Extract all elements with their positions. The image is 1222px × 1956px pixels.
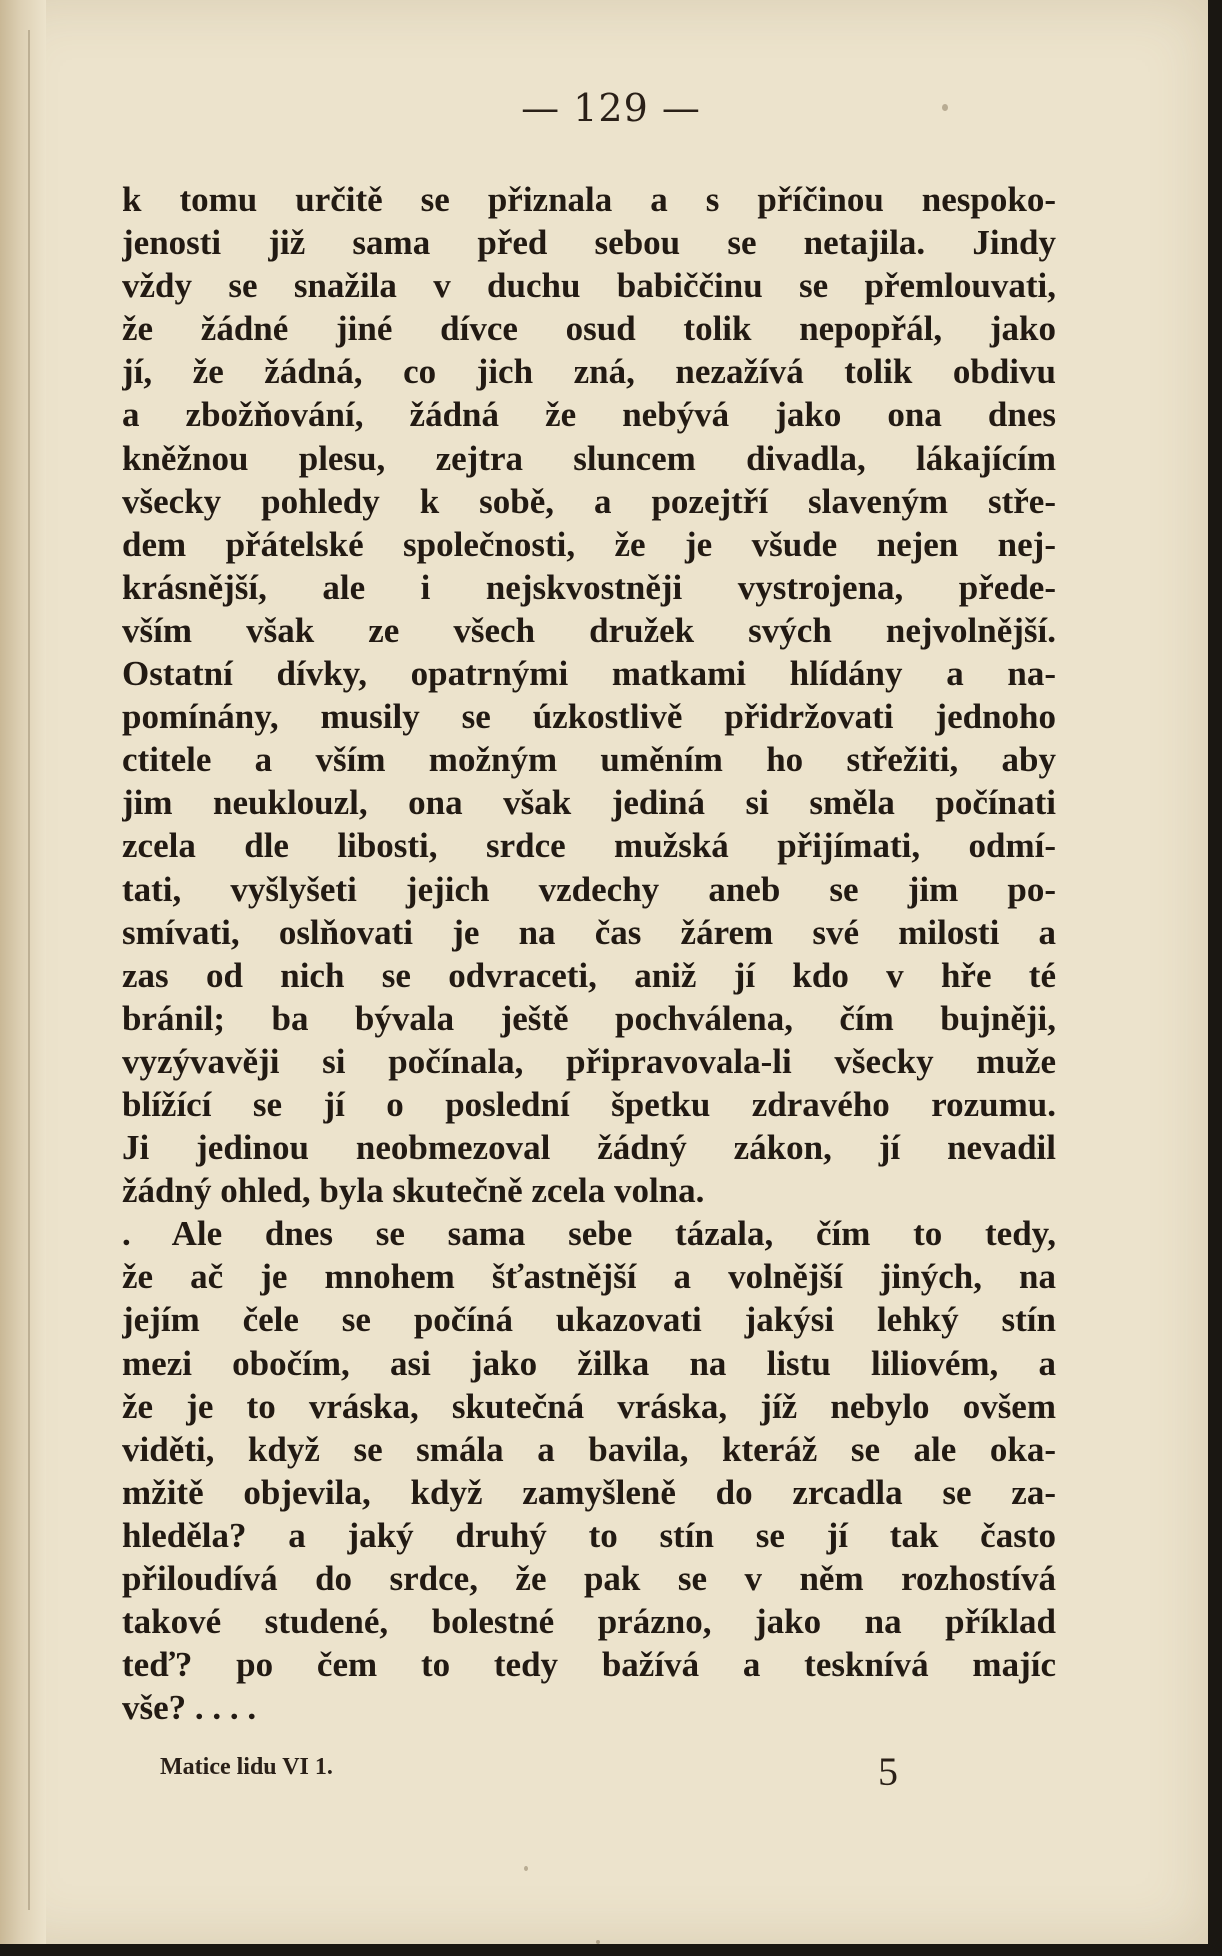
body-text [122, 178, 1056, 1729]
text-line: bránil; ba bývala ještě pochválena, čím bujněji, [122, 998, 1056, 1038]
page-number-header: — 129 — [521, 86, 701, 130]
text-line: Ji jedinou neobmezoval žádný zákon, jí nevadil [122, 1128, 1056, 1168]
text-line: vždy se snažila v duchu babiččinu se přemlouvati, [122, 266, 1056, 306]
text-line: vším však ze všech družek svých nejvolnější. [122, 610, 1056, 650]
text-line: Ostatní dívky, opatrnými matkami hlídány a na- [122, 654, 1056, 694]
text-line: hleděla? a jaký druhý to stín se jí tak často [122, 1515, 1056, 1555]
text-line: jim neuklouzl, ona však jediná si směla počínati [122, 783, 1056, 823]
text-line: mžitě objevila, když zamyšleně do zrcadla se za- [122, 1472, 1056, 1512]
text-line: takové studené, bolestné prázno, jako na příklad [122, 1602, 1056, 1642]
text-line: dem přátelské společnosti, že je všude nejen nej- [122, 524, 1056, 564]
text-line: krásnější, ale i nejskvostněji vystrojena, přede- [122, 567, 1056, 607]
text-line: blížící se jí o poslední špetku zdravého rozumu. [122, 1084, 1056, 1124]
gutter-fold [28, 30, 30, 1910]
text-line: přiloudívá do srdce, že pak se v něm rozhostívá [122, 1559, 1056, 1598]
text-line: a zbožňování, žádná že nebývá jako ona dnes [122, 395, 1056, 435]
text-line: zcela dle libosti, srdce mužská přijímati, odmí- [122, 826, 1056, 866]
sheet-number: 5 [878, 1749, 898, 1794]
text-line: jenosti již sama před sebou se netajila. Jindy [122, 223, 1056, 263]
text-line: viděti, když se smála a bavila, kteráž se ale oka- [122, 1429, 1056, 1469]
text-line: že ač je mnohem šťastnější a volnější jiných, na [122, 1257, 1056, 1297]
text-line: teď? po čem to tedy bažívá a tesknívá majíc [122, 1645, 1056, 1685]
paper-speck [942, 104, 948, 111]
text-line: pomínány, musily se úzkostlivě přidržovati jednoho [122, 697, 1056, 737]
text-line: kněžnou plesu, zejtra sluncem divadla, lákajícím [122, 438, 1056, 478]
text-line: smívati, oslňovati je na čas žárem své milosti a [122, 912, 1056, 952]
printer-signature: Matice lidu VI 1. [160, 1754, 333, 1780]
text-line: žádný ohled, byla skutečně zcela volna. [122, 1171, 705, 1211]
text-line: že je to vráska, skutečná vráska, jíž nebylo ovšem [122, 1386, 1056, 1426]
text-line: všecky pohledy k sobě, a pozejtří slaveným stře- [122, 481, 1056, 521]
text-line: k tomu určitě se přiznala a s příčinou nespoko- [122, 180, 1056, 219]
paper-speck [524, 1866, 528, 1871]
text-line: jí, že žádná, co jich zná, nezažívá tolik obdivu [122, 352, 1056, 392]
text-line: vyzývavěji si počínala, připravovala-li všecky muže [122, 1041, 1056, 1081]
text-line: zas od nich se odvraceti, aniž jí kdo v hře té [122, 955, 1056, 995]
gutter-shadow [0, 0, 46, 1944]
text-line: . Ale dnes se sama sebe tázala, čím to tedy, [122, 1214, 1056, 1254]
paper-speck [596, 1940, 600, 1944]
text-line: ctitele a vším možným uměním ho střežiti, aby [122, 740, 1056, 780]
text-line: jejím čele se počíná ukazovati jakýsi lehký stín [122, 1300, 1056, 1340]
text-line: tati, vyšlyšeti jejich vzdechy aneb se jim po- [122, 869, 1056, 909]
text-line: že žádné jiné dívce osud tolik nepopřál, jako [122, 309, 1056, 349]
text-line: vše? . . . . [122, 1688, 257, 1728]
text-line: mezi obočím, asi jako žilka na listu liliovém, a [122, 1343, 1056, 1383]
